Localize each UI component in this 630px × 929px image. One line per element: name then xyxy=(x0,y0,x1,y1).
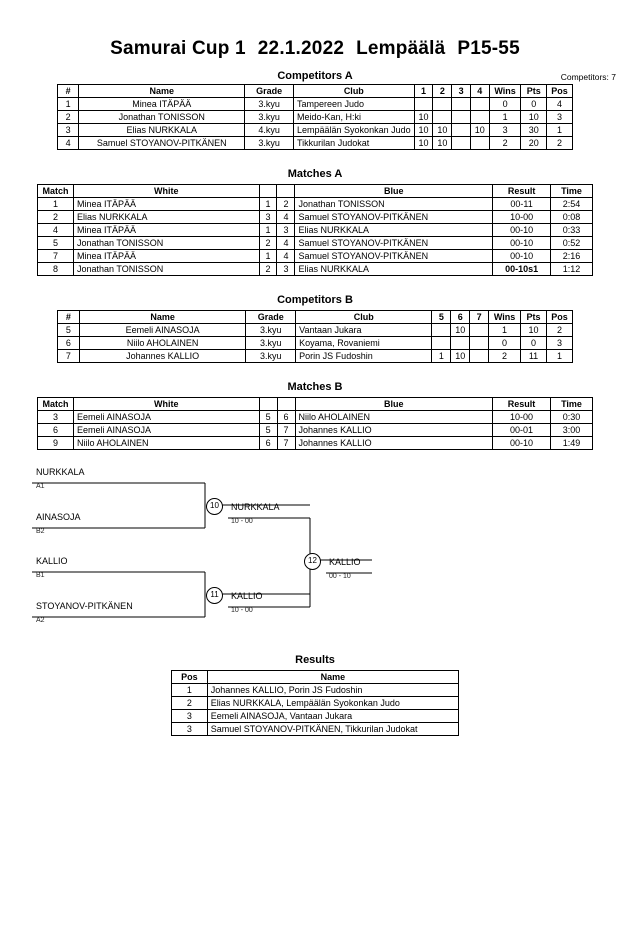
cell-pos: 2 xyxy=(547,137,573,150)
cell-time: 0:08 xyxy=(551,211,593,224)
cell-wins: 0 xyxy=(489,337,521,350)
header-s2 xyxy=(277,185,295,198)
cell-s1: 1 xyxy=(259,250,277,263)
cell-pts: 10 xyxy=(521,324,547,337)
table-row xyxy=(58,137,573,150)
cell-pos: 3 xyxy=(172,723,208,736)
bracket-match-number-12: 12 xyxy=(304,553,321,570)
cell-m1: 10 xyxy=(414,137,433,150)
table-row xyxy=(38,424,593,437)
header-pts: Pts xyxy=(521,85,547,98)
cell-num: 4 xyxy=(58,137,79,150)
cell-m2: 10 xyxy=(433,124,452,137)
cell-m6: 10 xyxy=(451,350,470,363)
cell-result: 00-11 xyxy=(493,198,551,211)
cell-wins: 0 xyxy=(489,98,521,111)
cell-time: 2:54 xyxy=(551,198,593,211)
table-row xyxy=(58,350,573,363)
cell-time: 0:52 xyxy=(551,237,593,250)
header-club: Club xyxy=(294,85,415,98)
table-row xyxy=(172,710,459,723)
header-pos: Pos xyxy=(172,671,208,684)
bracket-entry-seed-1: A1 xyxy=(36,483,45,490)
bracket-entry-name-2: AINASOJA xyxy=(36,512,81,522)
cell-name: Elias NURKKALA, Lempäälän Syokonkan Judo xyxy=(207,697,458,710)
competitors-a-heading: Competitors A xyxy=(277,70,353,82)
cell-time: 0:33 xyxy=(551,224,593,237)
table-row xyxy=(38,437,593,450)
cell-time: 1:49 xyxy=(551,437,593,450)
cell-wins: 2 xyxy=(489,350,521,363)
page-title xyxy=(0,38,630,60)
cell-s2: 4 xyxy=(277,211,295,224)
cell-grade: 3.kyu xyxy=(245,98,294,111)
cell-m2 xyxy=(433,111,452,124)
table-row xyxy=(58,111,573,124)
header-num: # xyxy=(58,311,80,324)
table-row xyxy=(38,411,593,424)
cell-club: Koyama, Rovaniemi xyxy=(296,337,432,350)
cell-club: Tampereen Judo xyxy=(294,98,415,111)
cell-wins: 2 xyxy=(489,137,521,150)
competitors-a-table xyxy=(57,84,573,150)
cell-result: 00-10 xyxy=(493,437,551,450)
cell-match: 2 xyxy=(38,211,74,224)
competitors-a-heading-row xyxy=(0,70,630,84)
cell-club: Lempäälän Syokonkan Judo xyxy=(294,124,415,137)
results-table xyxy=(171,670,459,736)
bracket-entry-name-1: NURKKALA xyxy=(36,467,85,477)
cell-pos: 3 xyxy=(546,337,572,350)
cell-club: Porin JS Fudoshin xyxy=(296,350,432,363)
header-m5: 5 xyxy=(432,311,451,324)
cell-name: Samuel STOYANOV-PITKÄNEN, Tikkurilan Judokat xyxy=(207,723,458,736)
cell-s1: 5 xyxy=(259,411,277,424)
cell-num: 7 xyxy=(58,350,80,363)
header-time: Time xyxy=(551,398,593,411)
cell-m7 xyxy=(470,337,489,350)
cell-match: 7 xyxy=(38,250,74,263)
matches-a-heading: Matches A xyxy=(287,168,343,180)
cell-club: Tikkurilan Judokat xyxy=(294,137,415,150)
cell-num: 2 xyxy=(58,111,79,124)
cell-white: Eemeli AINASOJA xyxy=(73,411,259,424)
table-row xyxy=(172,723,459,736)
bracket-entry-seed-4: A2 xyxy=(36,617,45,624)
table-row xyxy=(172,684,459,697)
header-m2: 2 xyxy=(433,85,452,98)
cell-wins: 3 xyxy=(489,124,521,137)
bracket-entry-name-4: STOYANOV-PITKÄNEN xyxy=(36,601,133,611)
cell-white: Minea ITÄPÄÄ xyxy=(73,250,259,263)
table-row xyxy=(38,211,593,224)
bracket-semi-winner-2: KALLIO xyxy=(231,591,263,601)
cell-white: Jonathan TONISSON xyxy=(73,237,259,250)
bracket-semi-score-1: 10 - 00 xyxy=(231,518,253,525)
cell-s1: 6 xyxy=(259,437,277,450)
cell-blue: Elias NURKKALA xyxy=(295,263,493,276)
bracket-entry-name-3: KALLIO xyxy=(36,556,68,566)
header-pts: Pts xyxy=(521,311,547,324)
cell-match: 6 xyxy=(38,424,74,437)
cell-m3 xyxy=(452,137,471,150)
header-white: White xyxy=(73,185,259,198)
competitors-count: Competitors: 7 xyxy=(560,72,616,82)
cell-blue: Johannes KALLIO xyxy=(295,424,493,437)
cell-blue: Samuel STOYANOV-PITKÄNEN xyxy=(295,237,493,250)
cell-result: 10-00 xyxy=(493,411,551,424)
cell-time: 2:16 xyxy=(551,250,593,263)
cell-pos: 1 xyxy=(546,350,572,363)
cell-m1: 10 xyxy=(414,111,433,124)
elimination-bracket xyxy=(0,460,630,650)
header-pos: Pos xyxy=(547,85,573,98)
cell-s2: 3 xyxy=(277,224,295,237)
bracket-semi-winner-1: NURKKALA xyxy=(231,502,280,512)
table-header-row xyxy=(172,671,459,684)
cell-m2 xyxy=(433,98,452,111)
cell-m3 xyxy=(452,111,471,124)
cell-time: 3:00 xyxy=(551,424,593,437)
cell-s1: 5 xyxy=(259,424,277,437)
cell-pts: 30 xyxy=(521,124,547,137)
header-s1 xyxy=(259,185,277,198)
cell-s1: 1 xyxy=(259,224,277,237)
header-time: Time xyxy=(551,185,593,198)
cell-grade: 4.kyu xyxy=(245,124,294,137)
cell-blue: Niilo AHOLAINEN xyxy=(295,411,493,424)
cell-name: Johannes KALLIO, Porin JS Fudoshin xyxy=(207,684,458,697)
cell-result: 10-00 xyxy=(493,211,551,224)
table-row xyxy=(172,697,459,710)
matches-b-table xyxy=(37,397,593,450)
cell-m4 xyxy=(470,137,489,150)
cell-pos: 4 xyxy=(547,98,573,111)
cell-white: Eemeli AINASOJA xyxy=(73,424,259,437)
cell-m5 xyxy=(432,324,451,337)
header-m7: 7 xyxy=(470,311,489,324)
cell-name: Samuel STOYANOV-PITKÄNEN xyxy=(79,137,245,150)
matches-a-table xyxy=(37,184,593,276)
cell-pts: 0 xyxy=(521,98,547,111)
header-result: Result xyxy=(493,185,551,198)
cell-white: Jonathan TONISSON xyxy=(73,263,259,276)
bracket-final-score: 00 - 10 xyxy=(329,573,351,580)
cell-match: 8 xyxy=(38,263,74,276)
header-grade: Grade xyxy=(245,85,294,98)
cell-m1 xyxy=(414,98,433,111)
header-name: Name xyxy=(207,671,458,684)
bracket-semi-score-2: 10 - 00 xyxy=(231,607,253,614)
cell-grade: 3.kyu xyxy=(246,350,296,363)
cell-m6 xyxy=(451,337,470,350)
table-row xyxy=(38,263,593,276)
header-num: # xyxy=(58,85,79,98)
bracket-match-number-10: 10 xyxy=(206,498,223,515)
cell-num: 1 xyxy=(58,98,79,111)
header-wins: Wins xyxy=(489,311,521,324)
cell-match: 9 xyxy=(38,437,74,450)
cell-match: 5 xyxy=(38,237,74,250)
table-row xyxy=(58,98,573,111)
table-row xyxy=(58,337,573,350)
bracket-match-number-11: 11 xyxy=(206,587,223,604)
cell-num: 6 xyxy=(58,337,80,350)
cell-blue: Samuel STOYANOV-PITKÄNEN xyxy=(295,211,493,224)
event-date: 22.1.2022 xyxy=(257,38,345,59)
cell-m3 xyxy=(452,98,471,111)
tournament-report-page xyxy=(0,38,630,929)
cell-white: Niilo AHOLAINEN xyxy=(73,437,259,450)
bracket-final-winner: KALLIO xyxy=(329,557,361,567)
cell-s2: 4 xyxy=(277,237,295,250)
cell-name: Jonathan TONISSON xyxy=(79,111,245,124)
cell-grade: 3.kyu xyxy=(246,337,296,350)
event-category: P15-55 xyxy=(457,38,520,59)
cell-match: 4 xyxy=(38,224,74,237)
bracket-entry-seed-3: B1 xyxy=(36,572,45,579)
cell-pos: 3 xyxy=(172,710,208,723)
cell-name: Eemeli AINASOJA xyxy=(79,324,246,337)
cell-result: 00-10 xyxy=(493,237,551,250)
header-m1: 1 xyxy=(414,85,433,98)
cell-m4 xyxy=(470,111,489,124)
header-white: White xyxy=(73,398,259,411)
cell-result: 00-01 xyxy=(493,424,551,437)
cell-grade: 3.kyu xyxy=(245,111,294,124)
cell-s1: 2 xyxy=(259,263,277,276)
header-s1 xyxy=(259,398,277,411)
cell-club: Meido-Kan, H:ki xyxy=(294,111,415,124)
cell-blue: Jonathan TONISSON xyxy=(295,198,493,211)
cell-m2: 10 xyxy=(433,137,452,150)
table-header-row xyxy=(38,398,593,411)
cell-result: 00-10s1 xyxy=(493,263,551,276)
table-header-row xyxy=(58,311,573,324)
cell-pts: 0 xyxy=(521,337,547,350)
cell-s2: 4 xyxy=(277,250,295,263)
header-grade: Grade xyxy=(246,311,296,324)
cell-num: 5 xyxy=(58,324,80,337)
cell-pts: 20 xyxy=(521,137,547,150)
header-m4: 4 xyxy=(470,85,489,98)
cell-s1: 1 xyxy=(259,198,277,211)
bracket-entry-seed-2: B2 xyxy=(36,528,45,535)
cell-m4 xyxy=(470,98,489,111)
table-header-row xyxy=(58,85,573,98)
header-pos: Pos xyxy=(546,311,572,324)
header-name: Name xyxy=(79,85,245,98)
competitors-b-table xyxy=(57,310,573,363)
cell-s2: 6 xyxy=(277,411,295,424)
cell-s1: 2 xyxy=(259,237,277,250)
cell-wins: 1 xyxy=(489,324,521,337)
header-match: Match xyxy=(38,185,74,198)
header-m6: 6 xyxy=(451,311,470,324)
cell-m5 xyxy=(432,337,451,350)
header-name: Name xyxy=(79,311,246,324)
cell-white: Elias NURKKALA xyxy=(73,211,259,224)
results-heading: Results xyxy=(295,654,335,666)
header-wins: Wins xyxy=(489,85,521,98)
cell-white: Minea ITÄPÄÄ xyxy=(73,198,259,211)
table-row xyxy=(58,124,573,137)
cell-blue: Elias NURKKALA xyxy=(295,224,493,237)
cell-name: Johannes KALLIO xyxy=(79,350,246,363)
cell-name: Minea ITÄPÄÄ xyxy=(79,98,245,111)
table-row xyxy=(38,198,593,211)
cell-m7 xyxy=(470,324,489,337)
table-row xyxy=(38,237,593,250)
table-row xyxy=(38,224,593,237)
header-match: Match xyxy=(38,398,74,411)
cell-m7 xyxy=(470,350,489,363)
cell-grade: 3.kyu xyxy=(245,137,294,150)
cell-match: 1 xyxy=(38,198,74,211)
cell-m5: 1 xyxy=(432,350,451,363)
cell-grade: 3.kyu xyxy=(246,324,296,337)
cell-name: Niilo AHOLAINEN xyxy=(79,337,246,350)
cell-m6: 10 xyxy=(451,324,470,337)
cell-s2: 7 xyxy=(277,424,295,437)
cell-m3 xyxy=(452,124,471,137)
header-blue: Blue xyxy=(295,398,493,411)
table-row xyxy=(38,250,593,263)
cell-pos: 1 xyxy=(172,684,208,697)
cell-pts: 10 xyxy=(521,111,547,124)
cell-club: Vantaan Jukara xyxy=(296,324,432,337)
cell-m1: 10 xyxy=(414,124,433,137)
cell-result: 00-10 xyxy=(493,250,551,263)
cell-time: 0:30 xyxy=(551,411,593,424)
cell-s2: 2 xyxy=(277,198,295,211)
cell-white: Minea ITÄPÄÄ xyxy=(73,224,259,237)
event-name: Samurai Cup 1 xyxy=(110,38,246,59)
cell-match: 3 xyxy=(38,411,74,424)
cell-pos: 3 xyxy=(547,111,573,124)
cell-result: 00-10 xyxy=(493,224,551,237)
cell-s1: 3 xyxy=(259,211,277,224)
header-club: Club xyxy=(296,311,432,324)
cell-s2: 3 xyxy=(277,263,295,276)
cell-pos: 2 xyxy=(546,324,572,337)
cell-m4: 10 xyxy=(470,124,489,137)
matches-b-heading: Matches B xyxy=(287,381,343,393)
cell-num: 3 xyxy=(58,124,79,137)
header-result: Result xyxy=(493,398,551,411)
cell-blue: Samuel STOYANOV-PITKÄNEN xyxy=(295,250,493,263)
header-s2 xyxy=(277,398,295,411)
cell-blue: Johannes KALLIO xyxy=(295,437,493,450)
cell-name: Elias NURKKALA xyxy=(79,124,245,137)
cell-pos: 2 xyxy=(172,697,208,710)
table-row xyxy=(58,324,573,337)
cell-name: Eemeli AINASOJA, Vantaan Jukara xyxy=(207,710,458,723)
cell-s2: 7 xyxy=(277,437,295,450)
header-m3: 3 xyxy=(452,85,471,98)
cell-pts: 11 xyxy=(521,350,547,363)
header-blue: Blue xyxy=(295,185,493,198)
cell-pos: 1 xyxy=(547,124,573,137)
cell-wins: 1 xyxy=(489,111,521,124)
cell-time: 1:12 xyxy=(551,263,593,276)
table-header-row xyxy=(38,185,593,198)
event-place: Lempäälä xyxy=(356,38,446,59)
competitors-b-heading: Competitors B xyxy=(277,294,353,306)
